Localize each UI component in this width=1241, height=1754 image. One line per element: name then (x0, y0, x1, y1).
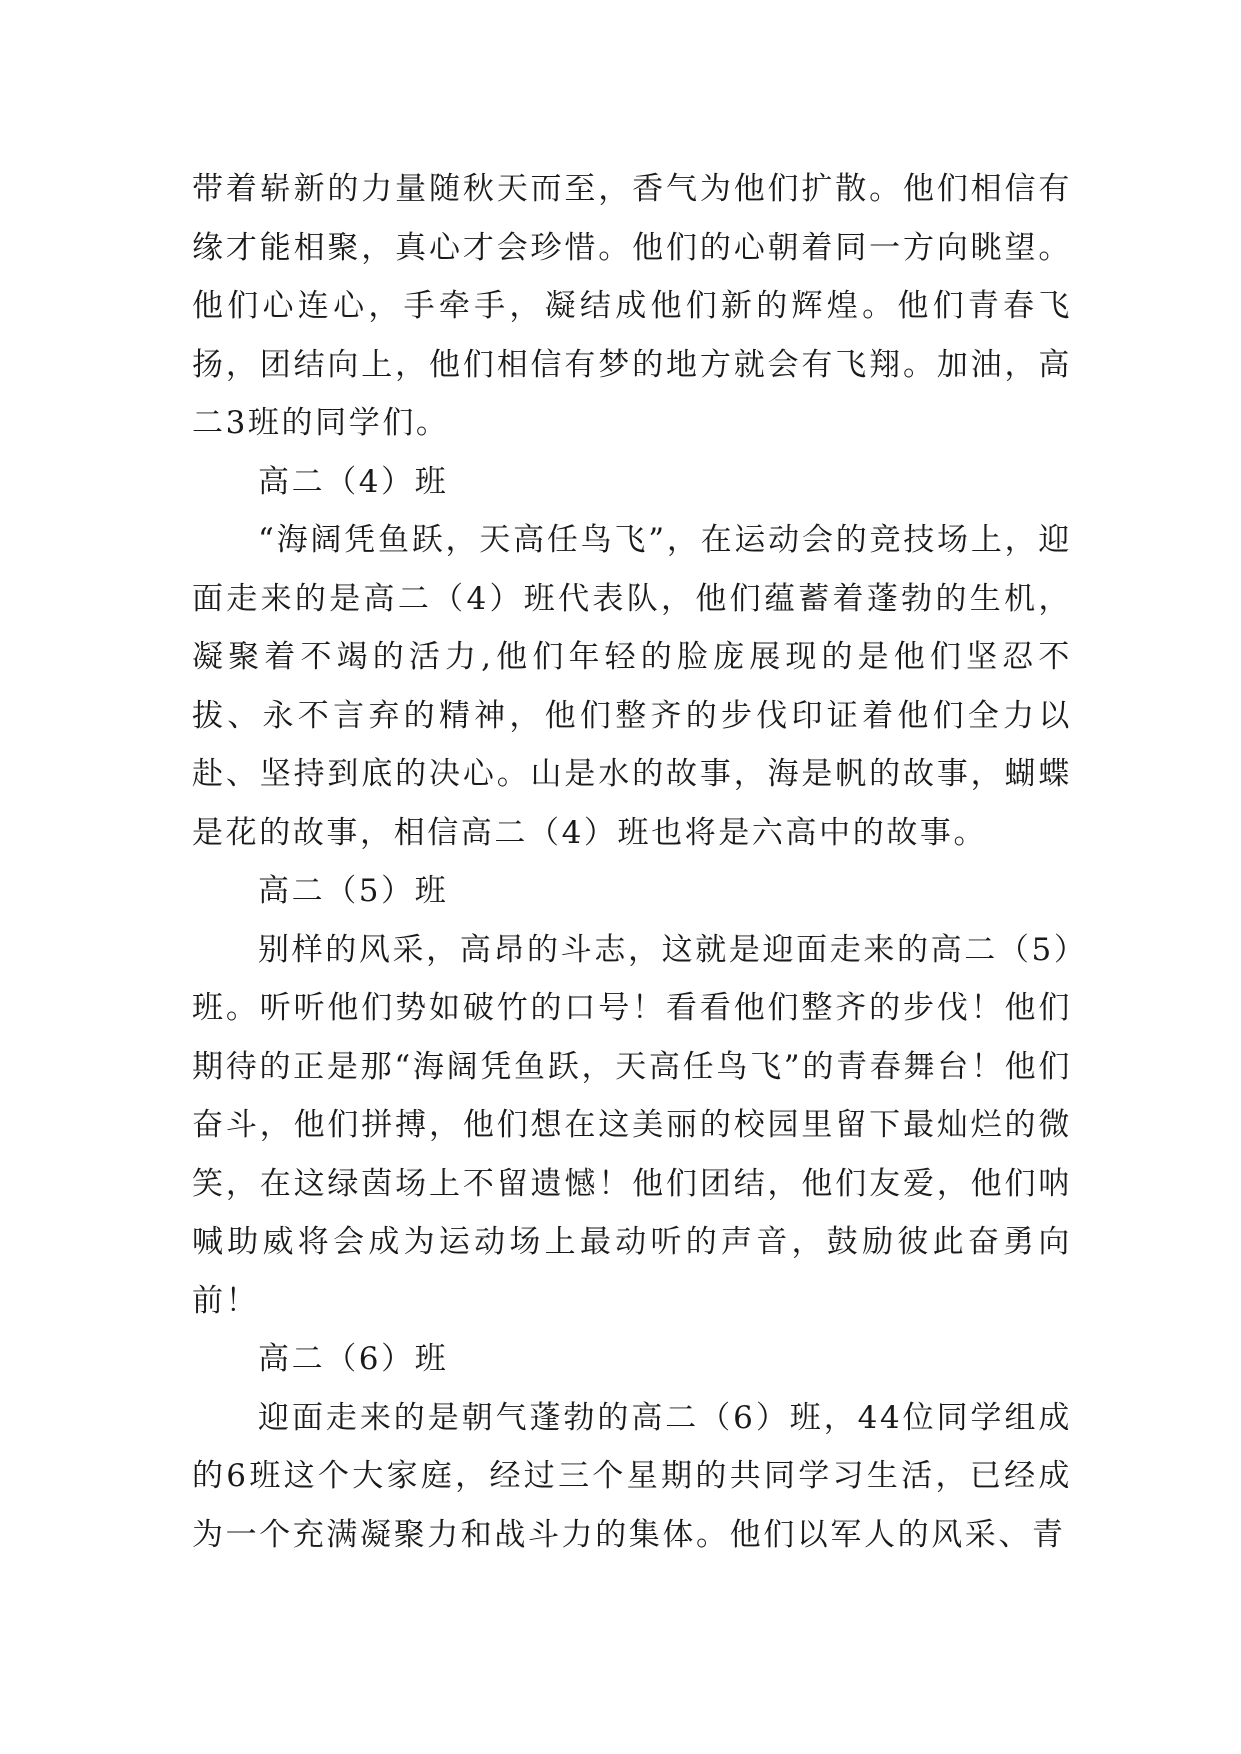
paragraph-class-6: 迎面走来的是朝气蓬勃的高二（6）班，44位同学组成的6班这个大家庭，经过三个星期的共同学习生活，已经成为一个充满凝聚力和战斗力的集体。他们以军人的风采、青 (192, 1399, 1072, 1553)
document-body (192, 160, 1072, 1564)
paragraph-class-5: 别样的风采，高昂的斗志，这就是迎面走来的高二（5）班。听听他们势如破竹的口号！看看他们整齐的步伐！他们期待的正是那“海阔凭鱼跃，天高任鸟飞”的青春舞台！他们奋斗，他们拼搏，他们想在这美丽的校园里留下最灿烂的微笑，在这绿茵场上不留遗憾！他们团结，他们友爱，他们呐喊助威将会成为运动场上最动听的声音，鼓励彼此奋勇向前！ (192, 931, 1072, 1319)
heading-class-5: 高二（5）班 (258, 873, 449, 909)
paragraph-class-3-continued: 带着崭新的力量随秋天而至，香气为他们扩散。他们相信有缘才能相聚，真心才会珍惜。他们的心朝着同一方向眺望。他们心连心，手牵手，凝结成他们新的辉煌。他们青春飞扬，团结向上，他们相信有梦的地方就会有飞翔。加油，高二3班的同学们。 (192, 171, 1072, 441)
heading-class-4: 高二（4）班 (258, 463, 449, 500)
heading-class-6: 高二（6）班 (258, 1341, 449, 1377)
paragraph-class-4: “海阔凭鱼跃，天高任鸟飞”，在运动会的竞技场上，迎面走来的是高二（4）班代表队，他们蕴蓄着蓬勃的生机，凝聚着不竭的活力,他们年轻的脸庞展现的是他们坚忍不拔、永不言弃的精神，他们整齐的步伐印证着他们全力以赴、坚持到底的决心。山是水的故事，海是帆的故事，蝴蝶是花的故事，相信高二（4）班也将是六高中的故事。 (192, 522, 1072, 851)
